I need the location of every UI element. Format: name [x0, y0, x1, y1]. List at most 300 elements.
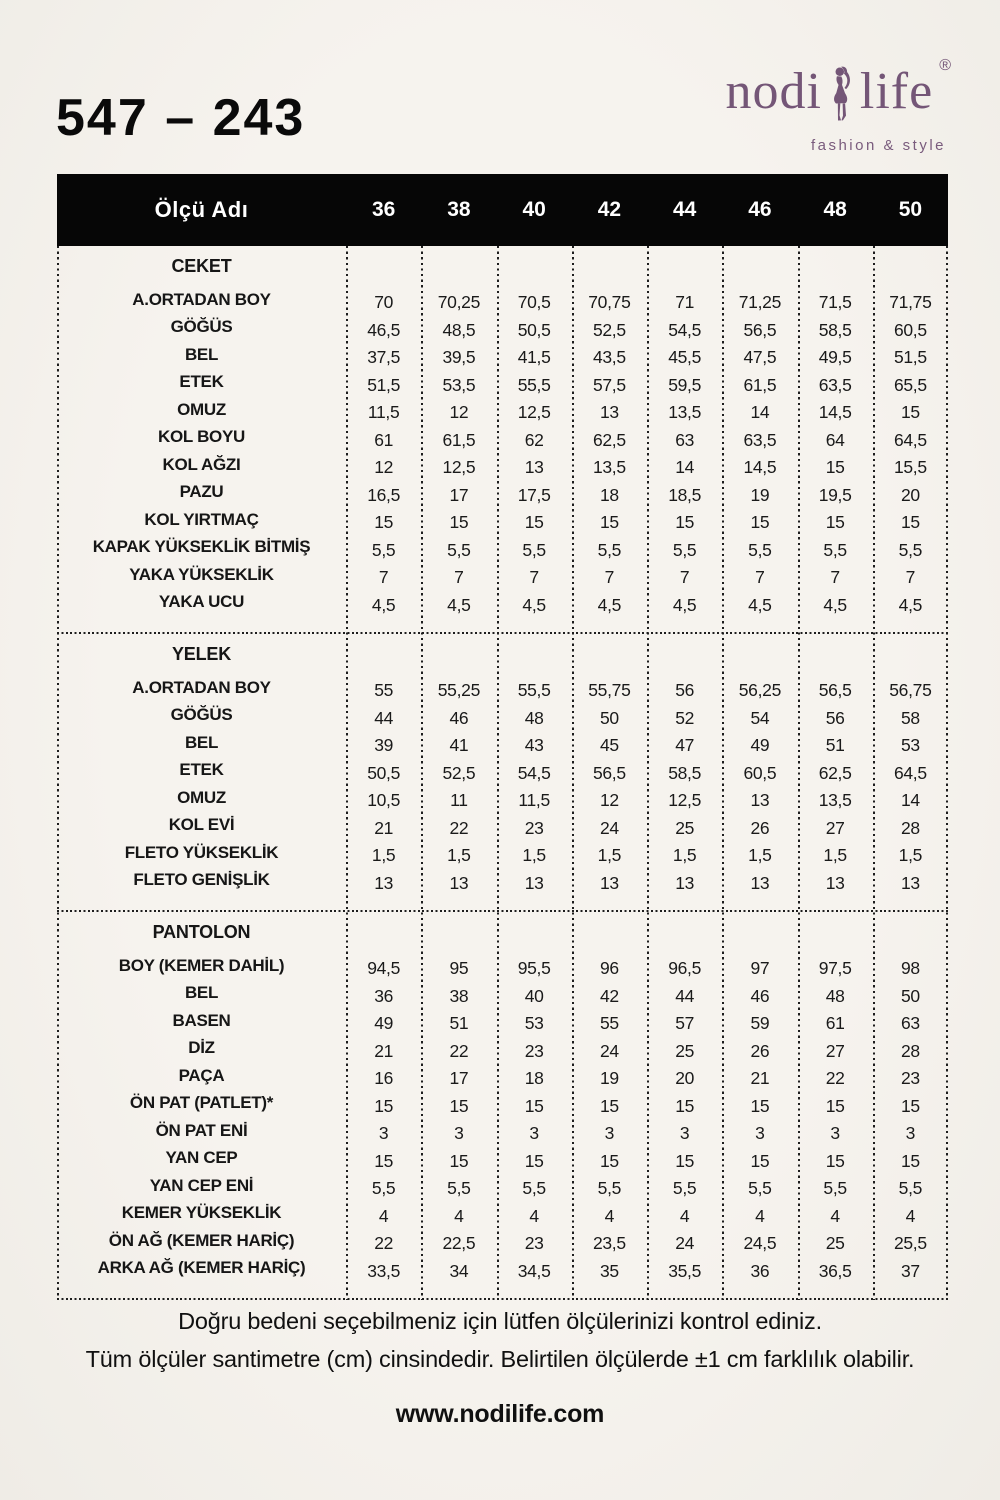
table-row [57, 506, 948, 534]
size-column-header: 46 [748, 198, 772, 221]
measurement-value: 70 [374, 292, 394, 313]
measurement-label: ETEK [179, 760, 224, 780]
measurement-value: 15 [825, 457, 845, 478]
table-row [57, 1007, 948, 1035]
size-column-header: 48 [823, 198, 847, 221]
measurement-value: 5,5 [672, 1178, 697, 1199]
measurement-value: 62,5 [818, 762, 852, 783]
measurement-value: 24,5 [743, 1233, 777, 1254]
measurement-value: 36 [374, 985, 394, 1006]
table-row [57, 757, 948, 785]
measurement-value: 4,5 [898, 594, 923, 615]
measurement-value: 12 [599, 790, 619, 811]
table-row [57, 451, 948, 479]
measurement-value: 25,5 [893, 1233, 927, 1254]
measurement-value: 56,5 [743, 319, 777, 340]
measurement-value: 64,5 [893, 762, 927, 783]
measurement-value: 46 [750, 985, 770, 1006]
measurement-value: 47 [675, 735, 695, 756]
section-title-row [57, 634, 948, 674]
measurement-value: 26 [750, 817, 770, 838]
brand-tagline: fashion & style [810, 137, 946, 154]
measurement-value: 38 [449, 985, 469, 1006]
measurement-value: 17 [449, 484, 469, 505]
measurement-value: 13,5 [592, 457, 626, 478]
measurement-value: 15 [900, 402, 920, 423]
measurement-value: 4,5 [597, 594, 622, 615]
footer [0, 1302, 1000, 1429]
measurement-value: 59 [750, 1013, 770, 1034]
column-grid-line [798, 246, 800, 1300]
measurement-label: BOY (KEMER DAHİL) [118, 955, 285, 975]
measurement-value: 21 [374, 817, 394, 838]
measurement-value: 28 [900, 817, 920, 838]
size-column-header: 36 [371, 198, 396, 221]
table-row [57, 589, 948, 617]
table-row [57, 1200, 948, 1228]
measurement-label: KOL BOYU [157, 427, 246, 447]
measurement-value: 41,5 [517, 347, 551, 368]
measurement-value: 23 [524, 1233, 544, 1254]
measurement-value: 1,5 [672, 845, 697, 866]
measurement-value: 41 [449, 735, 469, 756]
measurement-value: 3 [454, 1123, 464, 1144]
measurement-value: 45 [599, 735, 619, 756]
measurement-value: 16 [374, 1068, 394, 1089]
table-row [57, 867, 948, 895]
measurement-value: 15 [599, 512, 619, 533]
column-grid-line [722, 246, 724, 1300]
measurement-value: 13 [599, 872, 619, 893]
column-grid-line [572, 246, 574, 1300]
measurement-value: 61,5 [743, 374, 777, 395]
measurement-value: 14 [900, 790, 920, 811]
measurement-value: 25 [825, 1233, 845, 1254]
measurement-label: YAKA UCU [158, 592, 245, 612]
column-grid-line [421, 246, 423, 1300]
measurement-label: GÖĞÜS [170, 705, 233, 725]
measurement-label: ÖN AĞ (KEMER HARİÇ) [108, 1230, 295, 1250]
measurement-value: 71,25 [738, 292, 782, 313]
measurement-value: 13 [900, 872, 920, 893]
measurement-value: 15 [524, 512, 544, 533]
measurement-label: KOL YIRTMAÇ [144, 509, 259, 529]
measurement-value: 58,5 [818, 319, 852, 340]
measurement-value: 7 [378, 567, 389, 588]
measurement-value: 19 [599, 1068, 619, 1089]
measurement-label: KEMER YÜKSEKLİK [121, 1203, 282, 1223]
measurement-value: 63,5 [743, 429, 777, 450]
measurement-value: 33,5 [367, 1260, 401, 1281]
measurement-value: 5,5 [597, 539, 622, 560]
measurement-value: 15 [374, 1150, 394, 1171]
measurement-value: 48,5 [442, 319, 476, 340]
measurement-value: 62,5 [592, 429, 626, 450]
measurement-value: 55,5 [517, 374, 551, 395]
measurement-value: 48 [524, 707, 544, 728]
measurement-value: 4,5 [672, 594, 697, 615]
size-table [57, 174, 948, 1300]
measurement-value: 95 [449, 958, 469, 979]
measurement-value: 44 [374, 707, 394, 728]
measurement-label: KAPAK YÜKSEKLİK BİTMİŞ [92, 537, 311, 557]
section-title: CEKET [171, 255, 232, 276]
table-header [57, 174, 948, 246]
measurement-value: 5,5 [898, 539, 923, 560]
footer-note-line1: Doğru bedeni seçebilmeniz için lütfen ölçülerinizi kontrol ediniz. [178, 1308, 822, 1334]
measurement-value: 4,5 [371, 594, 396, 615]
measurement-value: 97,5 [818, 958, 852, 979]
measurement-value: 54 [750, 707, 770, 728]
table-row [57, 314, 948, 342]
measurement-value: 5,5 [447, 1178, 471, 1199]
size-column-header: 42 [597, 198, 622, 221]
measurement-value: 5,5 [371, 539, 396, 560]
table-row [57, 674, 948, 702]
measurement-value: 64,5 [893, 429, 927, 450]
measurement-label: A.ORTADAN BOY [132, 289, 271, 309]
measurement-value: 55 [599, 1013, 619, 1034]
section-title-row [57, 246, 948, 286]
measurement-value: 70,25 [437, 292, 481, 313]
measurement-value: 56 [675, 680, 695, 701]
measurement-value: 39,5 [442, 347, 476, 368]
measurement-value: 47,5 [743, 347, 777, 368]
measurement-value: 56,75 [889, 680, 932, 701]
measurement-value: 4 [604, 1205, 615, 1226]
measurement-value: 45,5 [668, 347, 702, 368]
measurement-value: 20 [675, 1068, 695, 1089]
measurement-value: 58,5 [668, 762, 702, 783]
measurement-value: 7 [905, 567, 916, 588]
measurement-label: DİZ [188, 1038, 215, 1058]
measurement-value: 55,5 [517, 680, 551, 701]
section-title: YELEK [171, 643, 231, 664]
measurement-value: 22 [825, 1068, 845, 1089]
measurement-value: 5,5 [522, 539, 546, 560]
table-row [57, 1090, 948, 1118]
measurement-value: 96,5 [668, 958, 702, 979]
measurement-value: 3 [378, 1123, 389, 1144]
measurement-value: 12,5 [668, 790, 702, 811]
measurement-value: 71 [675, 292, 695, 313]
measurement-value: 65,5 [893, 374, 927, 395]
measurement-label: BASEN [172, 1010, 231, 1030]
measurement-value: 3 [905, 1123, 916, 1144]
measurement-value: 27 [825, 817, 845, 838]
measurement-value: 56,5 [592, 762, 626, 783]
measurement-value: 25 [675, 817, 695, 838]
measurement-value: 50,5 [517, 319, 551, 340]
measurement-value: 7 [529, 567, 539, 588]
registered-trademark-icon: ® [939, 57, 952, 74]
measurement-value: 43 [524, 735, 544, 756]
measurement-value: 56 [825, 707, 845, 728]
measurement-value: 15 [449, 1095, 469, 1116]
measurement-value: 16,5 [367, 484, 401, 505]
measure-name-column-header: Ölçü Adı [154, 197, 249, 222]
measurement-value: 57,5 [592, 374, 626, 395]
measurement-value: 15 [675, 1150, 695, 1171]
measurement-value: 53,5 [442, 374, 476, 395]
measurement-value: 11 [450, 790, 468, 811]
measurement-value: 14 [675, 457, 695, 478]
table-section [57, 912, 948, 1298]
measurement-value: 18 [524, 1068, 544, 1089]
table-row [57, 1255, 948, 1283]
measurement-value: 4,5 [823, 594, 847, 615]
measurement-value: 35 [599, 1260, 619, 1281]
measurement-value: 54,5 [517, 762, 551, 783]
table-row [57, 424, 948, 452]
measurement-value: 1,5 [371, 845, 396, 866]
measurement-label: BEL [184, 983, 219, 1003]
table-row [57, 396, 948, 424]
measurement-value: 4,5 [522, 594, 546, 615]
measurement-value: 5,5 [823, 1178, 847, 1199]
measurement-label: OMUZ [177, 399, 226, 419]
measurement-value: 3 [604, 1123, 615, 1144]
column-grid-line [946, 246, 948, 1300]
measurement-value: 13 [449, 872, 469, 893]
measurement-value: 28 [900, 1040, 920, 1061]
table-row [57, 561, 948, 589]
measurement-value: 55 [374, 680, 394, 701]
size-column-header: 40 [522, 198, 546, 221]
measurement-value: 1,5 [898, 845, 923, 866]
measurement-value: 26 [750, 1040, 770, 1061]
measurement-value: 70,5 [517, 292, 551, 313]
column-grid-line [57, 246, 59, 1300]
measurement-value: 49 [750, 735, 770, 756]
column-grid-line [873, 246, 875, 1300]
measurement-value: 15 [599, 1095, 619, 1116]
measurement-value: 50,5 [367, 762, 401, 783]
measurement-value: 40 [524, 985, 544, 1006]
measurement-value: 58 [900, 707, 920, 728]
measurement-value: 15 [900, 1150, 920, 1171]
measurement-value: 15 [825, 1150, 845, 1171]
measurement-value: 22 [449, 1040, 469, 1061]
table-row [57, 1145, 948, 1173]
measurement-value: 15 [524, 1095, 544, 1116]
measurement-label: GÖĞÜS [170, 317, 233, 337]
measurement-value: 23 [524, 1040, 544, 1061]
measurement-value: 24 [675, 1233, 695, 1254]
measurement-value: 51 [825, 735, 845, 756]
measurement-value: 51,5 [367, 374, 401, 395]
measurement-value: 14,5 [818, 402, 852, 423]
measurement-value: 5,5 [823, 539, 847, 560]
measurement-label: ARKA AĞ (KEMER HARİÇ) [97, 1258, 306, 1278]
measurement-value: 34,5 [517, 1260, 551, 1281]
measurement-value: 21 [374, 1040, 394, 1061]
size-column-header: 50 [898, 198, 923, 221]
measurement-value: 18 [599, 484, 619, 505]
measurement-value: 51,5 [893, 347, 927, 368]
measurement-value: 5,5 [447, 539, 471, 560]
measurement-label: YAN CEP [165, 1148, 238, 1168]
measurement-value: 13 [374, 872, 394, 893]
measurement-value: 57 [675, 1013, 695, 1034]
woman-silhouette-icon [826, 66, 858, 137]
measurement-value: 50 [900, 985, 920, 1006]
measurement-label: ETEK [179, 372, 224, 392]
measurement-value: 54,5 [668, 319, 702, 340]
measurement-value: 15 [449, 512, 469, 533]
measurement-value: 4 [529, 1205, 539, 1226]
measurement-value: 95,5 [517, 958, 551, 979]
measurement-value: 63 [900, 1013, 920, 1034]
measurement-value: 61,5 [442, 429, 476, 450]
measurement-value: 52,5 [592, 319, 626, 340]
table-body [57, 246, 948, 1300]
measurement-value: 13 [750, 790, 770, 811]
measurement-value: 1,5 [823, 845, 847, 866]
product-code: 547 – 243 [56, 89, 306, 147]
table-row [57, 1062, 948, 1090]
measurement-value: 1,5 [748, 845, 772, 866]
measurement-value: 27 [825, 1040, 845, 1061]
section-title-row [57, 912, 948, 952]
table-row [57, 729, 948, 757]
measurement-label: BEL [184, 344, 219, 364]
measurement-value: 5,5 [371, 1178, 396, 1199]
measurement-label: KOL EVİ [168, 815, 235, 835]
measurement-value: 15 [900, 1095, 920, 1116]
section-title: PANTOLON [152, 921, 251, 942]
column-grid-line [497, 246, 499, 1300]
measurement-value: 13 [599, 402, 619, 423]
measurement-value: 15 [599, 1150, 619, 1171]
measurement-value: 13 [675, 872, 695, 893]
measurement-value: 53 [900, 735, 920, 756]
table-row [57, 1172, 948, 1200]
measurement-value: 52,5 [442, 762, 476, 783]
measurement-value: 15 [900, 512, 920, 533]
measurement-value: 59,5 [668, 374, 702, 395]
table-row [57, 479, 948, 507]
table-row [57, 980, 948, 1008]
table-section [57, 246, 948, 632]
measurement-value: 49,5 [818, 347, 852, 368]
measurement-value: 42 [599, 985, 619, 1006]
measurement-value: 71,5 [818, 292, 852, 313]
measurement-value: 1,5 [522, 845, 546, 866]
measurement-value: 4 [755, 1205, 765, 1226]
measurement-value: 12,5 [442, 457, 476, 478]
measurement-value: 15 [449, 1150, 469, 1171]
measurement-value: 15 [825, 1095, 845, 1116]
measurement-value: 5,5 [672, 539, 697, 560]
measurement-value: 7 [679, 567, 690, 588]
measurement-value: 15 [750, 512, 770, 533]
size-column-header: 44 [672, 198, 697, 221]
measurement-value: 15 [750, 1095, 770, 1116]
measurement-value: 10,5 [367, 790, 401, 811]
website-url: www.nodilife.com [395, 1400, 605, 1428]
measurement-value: 12,5 [517, 402, 551, 423]
measurement-label: ÖN PAT ENİ [155, 1120, 248, 1140]
column-grid-line [647, 246, 649, 1300]
measurement-value: 24 [599, 1040, 619, 1061]
measurement-value: 5,5 [898, 1178, 923, 1199]
measurement-label: A.ORTADAN BOY [132, 677, 271, 697]
measurement-value: 51 [449, 1013, 469, 1034]
measurement-value: 12 [449, 402, 469, 423]
measurement-value: 7 [830, 567, 840, 588]
measurement-value: 56,5 [818, 680, 852, 701]
measurement-value: 25 [675, 1040, 695, 1061]
measurement-value: 52 [675, 707, 695, 728]
measurement-value: 12 [374, 457, 394, 478]
table-row [57, 702, 948, 730]
measurement-value: 53 [524, 1013, 544, 1034]
measurement-value: 55,75 [588, 680, 631, 701]
measurement-value: 23 [524, 817, 544, 838]
measurement-value: 13 [524, 457, 544, 478]
measurement-value: 11,5 [367, 402, 400, 423]
measurement-value: 4,5 [447, 594, 471, 615]
measurement-value: 48 [825, 985, 845, 1006]
measurement-value: 4 [378, 1205, 389, 1226]
measurement-value: 19,5 [818, 484, 852, 505]
measurement-label: FLETO GENİŞLİK [133, 870, 270, 890]
measurement-value: 24 [599, 817, 619, 838]
table-row [57, 812, 948, 840]
measurement-value: 7 [604, 567, 615, 588]
measurement-value: 22,5 [442, 1233, 476, 1254]
brand-logo-text [725, 57, 952, 133]
measurement-value: 4 [830, 1205, 840, 1226]
measurement-value: 15 [675, 1095, 695, 1116]
measurement-label: KOL AĞZI [162, 454, 241, 474]
measurement-value: 18,5 [668, 484, 702, 505]
measurement-value: 61 [825, 1013, 845, 1034]
measurement-value: 14,5 [743, 457, 777, 478]
measurement-value: 96 [599, 958, 619, 979]
measurement-value: 44 [675, 985, 695, 1006]
measurement-value: 22 [374, 1233, 394, 1254]
measurement-value: 15 [825, 512, 845, 533]
table-section [57, 634, 948, 910]
measurement-value: 14 [750, 402, 770, 423]
brand-name-part2: life [859, 63, 934, 120]
measurement-value: 1,5 [597, 845, 622, 866]
table-row [57, 784, 948, 812]
measurement-value: 4 [905, 1205, 916, 1226]
measurement-value: 3 [529, 1123, 539, 1144]
table-row [57, 1117, 948, 1145]
table-row [57, 1035, 948, 1063]
column-grid-line [346, 246, 348, 1300]
measurement-value: 23,5 [592, 1233, 626, 1254]
size-column-header: 38 [447, 198, 471, 221]
measurement-value: 36 [750, 1260, 770, 1281]
measurement-value: 22 [449, 817, 469, 838]
measurement-value: 13,5 [668, 402, 702, 423]
table-row [57, 534, 948, 562]
measurement-value: 11,5 [518, 790, 550, 811]
measurement-value: 35,5 [668, 1260, 702, 1281]
table-row [57, 952, 948, 980]
measurement-value: 17,5 [517, 484, 551, 505]
table-row [57, 369, 948, 397]
measurement-value: 56,25 [738, 680, 782, 701]
measurement-value: 20 [900, 484, 920, 505]
measurement-value: 15 [524, 1150, 544, 1171]
table-row [57, 286, 948, 314]
